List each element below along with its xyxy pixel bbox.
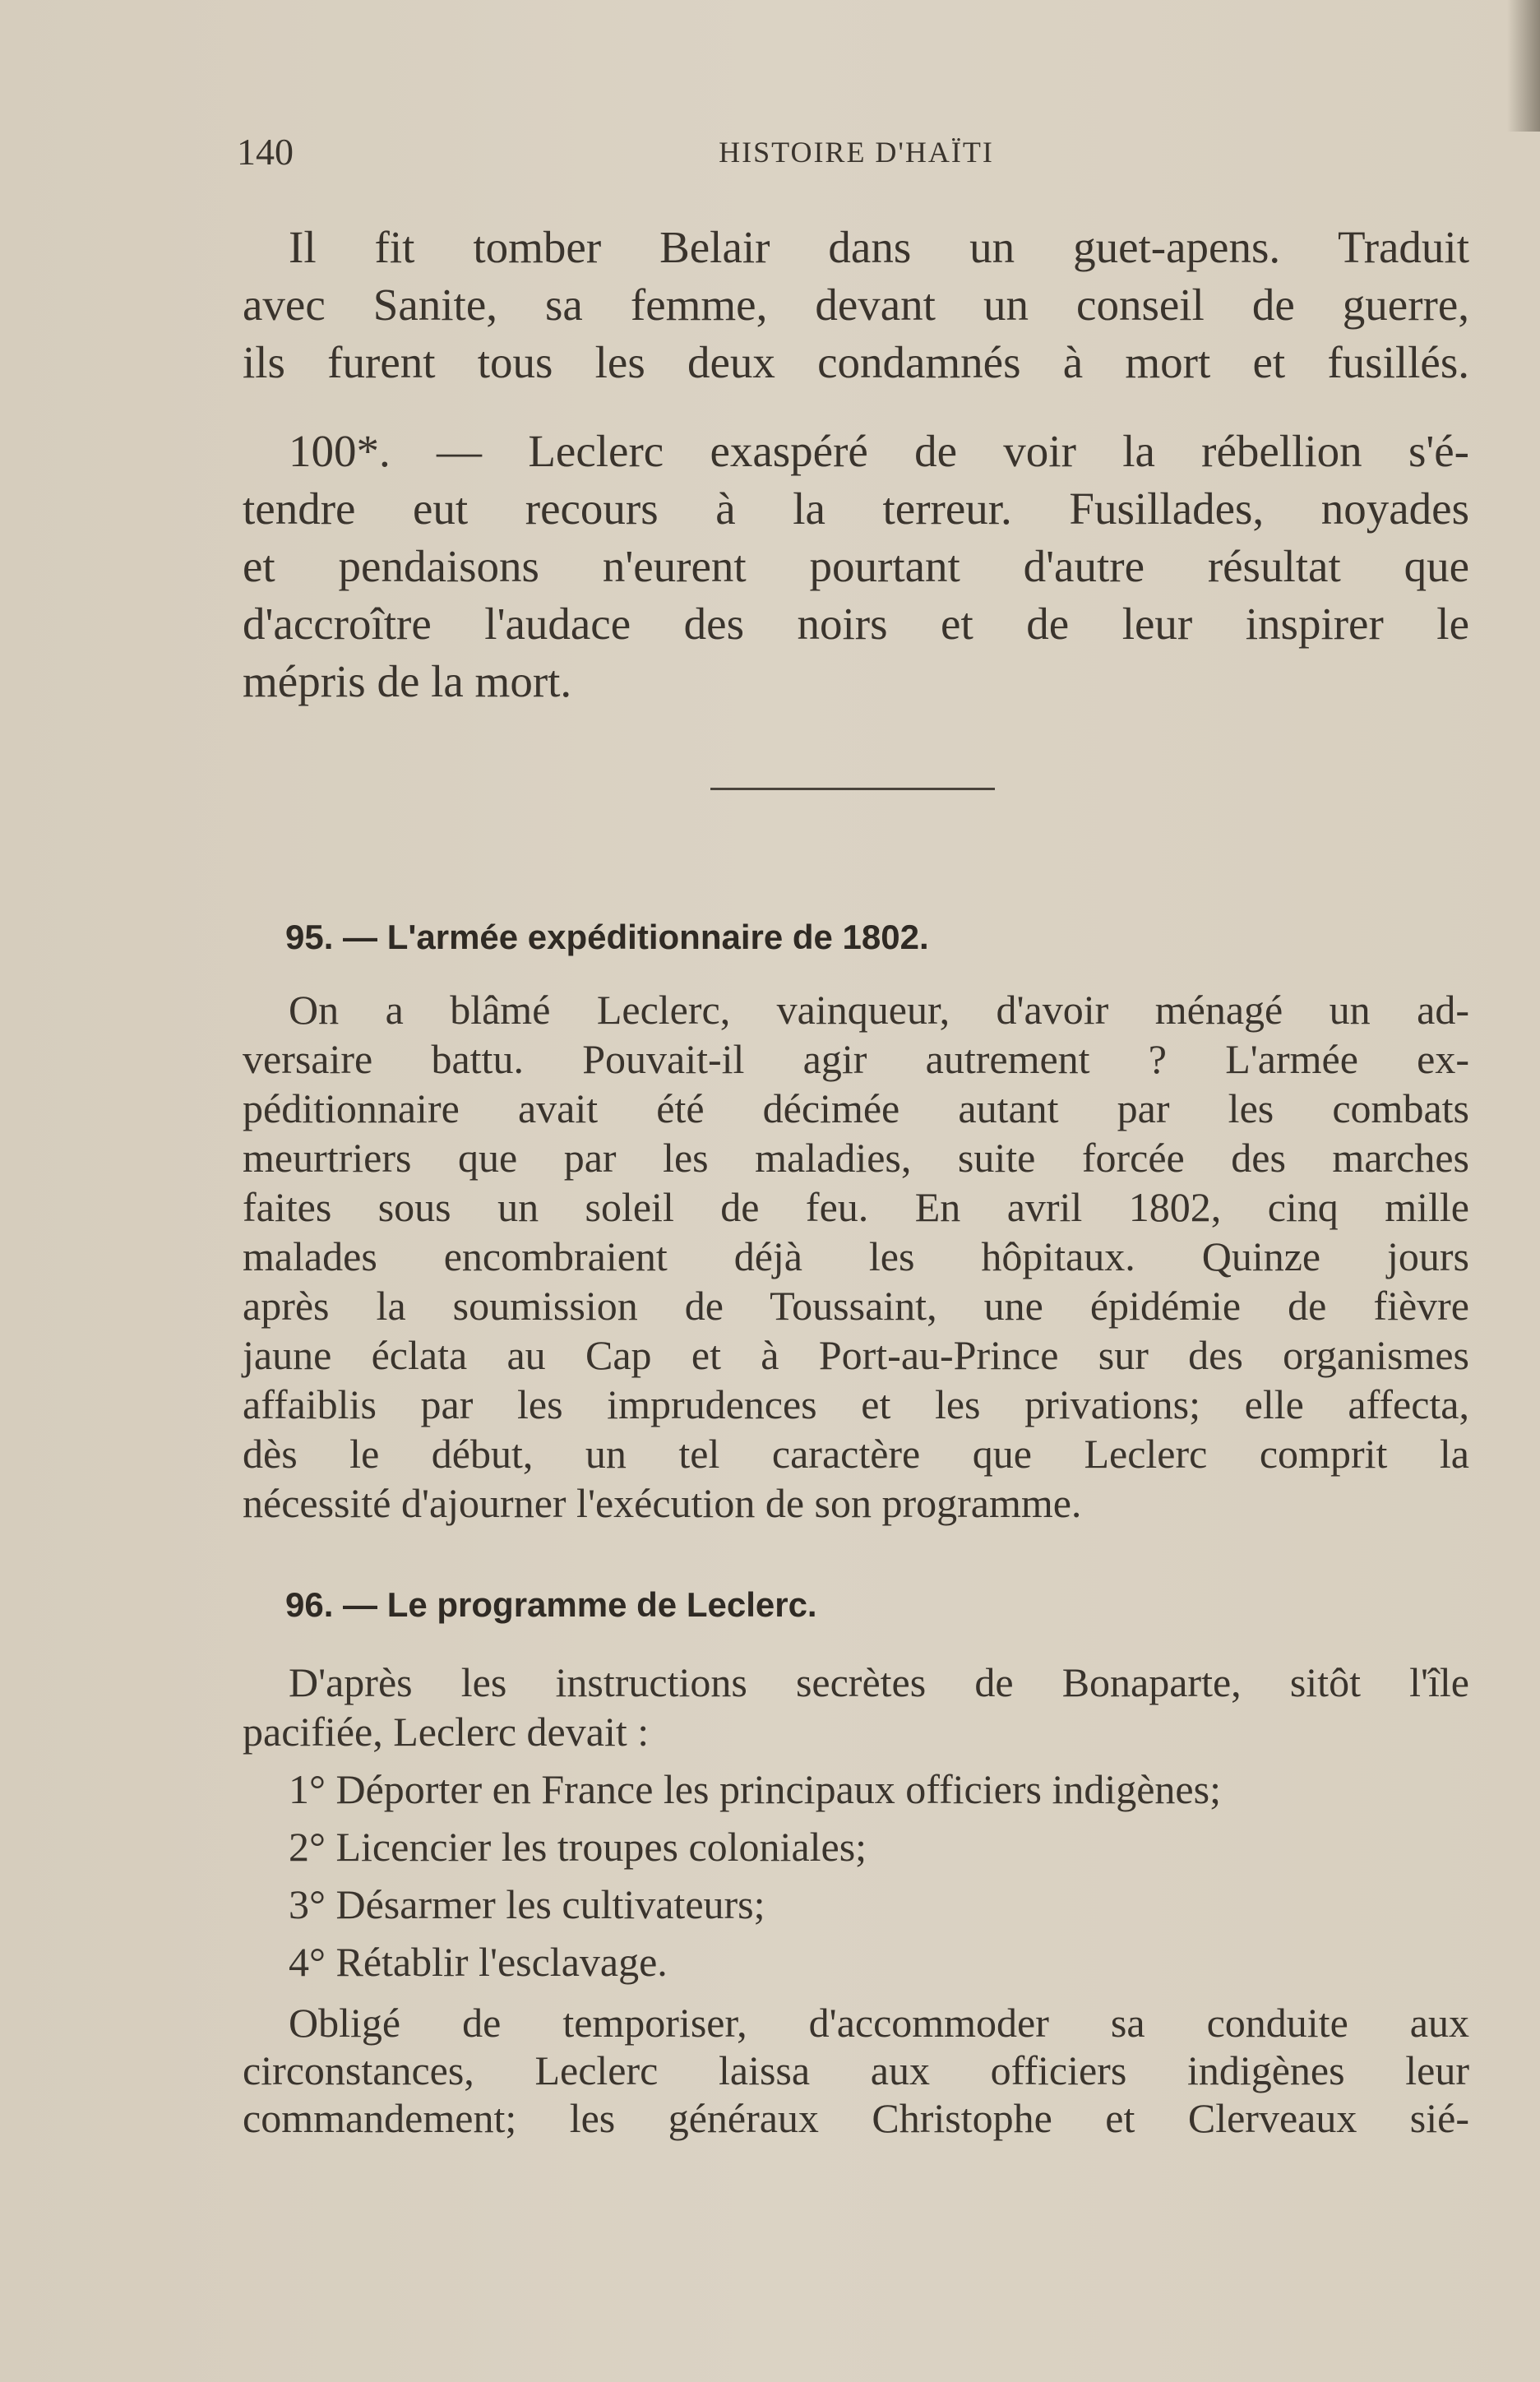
- text-line: 100*. — Leclerc exaspéré de voir la rébellion s'é-: [289, 426, 1469, 476]
- text-line: après la soumission de Toussaint, une épidémie de fièvre: [243, 1283, 1469, 1329]
- running-title: HISTOIRE D'HAÏTI: [719, 136, 994, 169]
- section-heading-96: 96. — Le programme de Leclerc.: [285, 1585, 817, 1624]
- text-line: circonstances, Leclerc laissa aux officiers indigènes leur: [243, 2047, 1469, 2093]
- text-line: avec Sanite, sa femme, devant un conseil de guerre,: [243, 280, 1469, 330]
- text-line: faites sous un soleil de feu. En avril 1802, cinq mille: [243, 1184, 1469, 1230]
- text-line: Il fit tomber Belair dans un guet-apens. Traduit: [289, 222, 1469, 272]
- text-line: affaiblis par les imprudences et les privations; elle affecta,: [243, 1381, 1469, 1427]
- text-line: et pendaisons n'eurent pourtant d'autre résultat que: [243, 541, 1469, 591]
- list-item: 4° Rétablir l'esclavage.: [289, 1939, 668, 1985]
- text-line: d'accroître l'audace des noirs et de leur inspirer le: [243, 599, 1469, 649]
- text-line: jaune éclata au Cap et à Port-au-Prince sur des organismes: [243, 1332, 1469, 1378]
- text-line: nécessité d'ajourner l'exécution de son programme.: [243, 1480, 1082, 1526]
- text-line: malades encombraient déjà les hôpitaux. Quinze jours: [243, 1233, 1469, 1279]
- section-heading-95: 95. — L'armée expéditionnaire de 1802.: [285, 918, 929, 956]
- list-item: 3° Désarmer les cultivateurs;: [289, 1881, 765, 1927]
- text-line: péditionnaire avait été décimée autant par les combats: [243, 1085, 1469, 1131]
- text-line: pacifiée, Leclerc devait :: [243, 1709, 650, 1755]
- text-line: commandement; les généraux Christophe et Clerveaux sié-: [243, 2095, 1469, 2141]
- list-item: 1° Déporter en France les principaux officiers indigènes;: [289, 1766, 1221, 1812]
- text-line: dès le début, un tel caractère que Leclerc comprit la: [243, 1431, 1469, 1477]
- text-line: versaire battu. Pouvait-il agir autrement ? L'armée ex-: [243, 1036, 1469, 1082]
- page-edge-shadow: [1507, 0, 1540, 132]
- text-line: D'après les instructions secrètes de Bonaparte, sitôt l'île: [289, 1659, 1469, 1705]
- text-line: On a blâmé Leclerc, vainqueur, d'avoir ménagé un ad-: [289, 987, 1469, 1033]
- list-item: 2° Licencier les troupes coloniales;: [289, 1824, 867, 1870]
- text-line: ils furent tous les deux condamnés à mort et fusillés.: [243, 337, 1469, 387]
- text-line: mépris de la mort.: [243, 656, 572, 706]
- section-divider: [710, 788, 995, 790]
- text-line: meurtriers que par les maladies, suite forcée des marches: [243, 1135, 1469, 1181]
- text-line: Obligé de temporiser, d'accommoder sa conduite aux: [289, 2000, 1469, 2046]
- text-line: tendre eut recours à la terreur. Fusillades, noyades: [243, 483, 1469, 534]
- page-number: 140: [237, 131, 294, 173]
